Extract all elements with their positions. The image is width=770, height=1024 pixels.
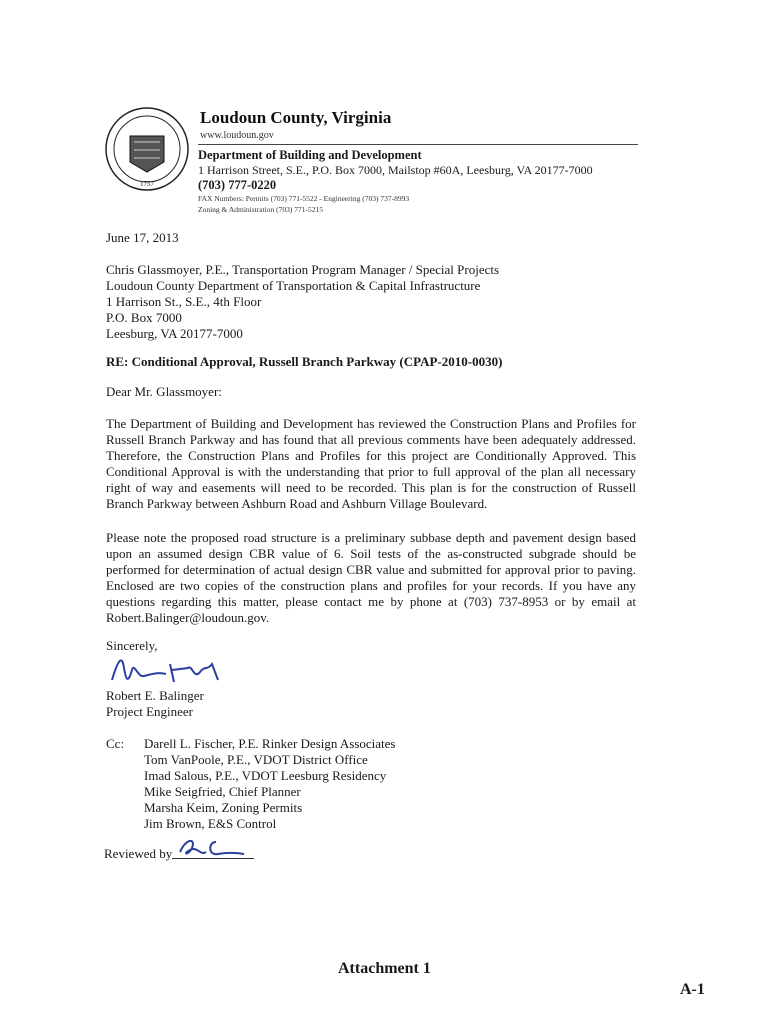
fax-numbers: FAX Numbers: Permits (703) 771-5522 - Engineering (703) 737-8993 bbox=[198, 194, 410, 203]
recipient-line-3: 1 Harrison St., S.E., 4th Floor bbox=[106, 294, 262, 309]
reviewed-by-label: Reviewed by bbox=[104, 846, 173, 861]
cc-item: Marsha Keim, Zoning Permits bbox=[144, 800, 303, 815]
cc-item: Imad Salous, P.E., VDOT Leesburg Residency bbox=[144, 768, 387, 783]
letterhead-title: Loudoun County, Virginia bbox=[200, 108, 392, 127]
signer-name: Robert E. Balinger bbox=[106, 688, 204, 703]
page-number: A-1 bbox=[680, 981, 705, 998]
cc-item: Jim Brown, E&S Control bbox=[144, 816, 277, 831]
cc-label: Cc: bbox=[106, 736, 125, 751]
body-paragraph-2: Please note the proposed road structure is a preliminary subbase depth and pavement design based upon an assumed design CBR value of 6. Soil tests of the as-constructed subgrade should be performed for determination of actual design CBR value and submitted for approval prior to paving. Enclosed are two copies of the construction plans and profiles for your records. If you have any questions regarding this matter, please contact me by phone at (703) 737-8953 or by email at Robert.Balinger@loudoun.gov. bbox=[106, 530, 636, 625]
recipient-line-4: P.O. Box 7000 bbox=[106, 310, 182, 325]
seal-year: 1757 bbox=[140, 180, 154, 188]
recipient-line-5: Leesburg, VA 20177-7000 bbox=[106, 326, 243, 341]
body-paragraph-1: The Department of Building and Development has reviewed the Construction Plans and Profiles for Russell Branch Parkway and has found that all previous comments have been adequately addressed. Therefore, the Construction Plans and Profiles for this project are Conditionally Approved. This Conditional Approval is with the understanding that prior to full approval of the plan all necessary right of way and easements will need to be recorded. This plan is for the construction of Russell Branch Parkway between Ashburn Road and Ashburn Village Boulevard. bbox=[106, 416, 636, 511]
signer-title: Project Engineer bbox=[106, 704, 193, 719]
zoning-number: Zoning & Administration (703) 771-5215 bbox=[198, 205, 323, 214]
signature-image bbox=[108, 650, 228, 690]
letter-date: June 17, 2013 bbox=[106, 230, 179, 245]
cc-item: Tom VanPoole, P.E., VDOT District Office bbox=[144, 752, 368, 767]
county-seal-icon bbox=[104, 106, 190, 192]
cc-item: Darell L. Fischer, P.E. Rinker Design Associates bbox=[144, 736, 396, 751]
department-phone: (703) 777-0220 bbox=[198, 178, 277, 192]
reviewed-by-line bbox=[172, 858, 254, 859]
department-name: Department of Building and Development bbox=[198, 148, 422, 162]
recipient-line-1: Chris Glassmoyer, P.E., Transportation Program Manager / Special Projects bbox=[106, 262, 500, 277]
letterhead-divider bbox=[198, 144, 638, 145]
subject-line: RE: Conditional Approval, Russell Branch Parkway (CPAP-2010-0030) bbox=[106, 354, 503, 369]
closing-sincerely: Sincerely, bbox=[106, 638, 158, 653]
salutation: Dear Mr. Glassmoyer: bbox=[106, 384, 222, 399]
cc-item: Mike Seigfried, Chief Planner bbox=[144, 784, 301, 799]
department-address: 1 Harrison Street, S.E., P.O. Box 7000, Mailstop #60A, Leesburg, VA 20177-7000 bbox=[198, 163, 593, 177]
letterhead-website: www.loudoun.gov bbox=[200, 130, 274, 141]
attachment-label: Attachment 1 bbox=[338, 960, 431, 977]
recipient-line-2: Loudoun County Department of Transportation & Capital Infrastructure bbox=[106, 278, 481, 293]
